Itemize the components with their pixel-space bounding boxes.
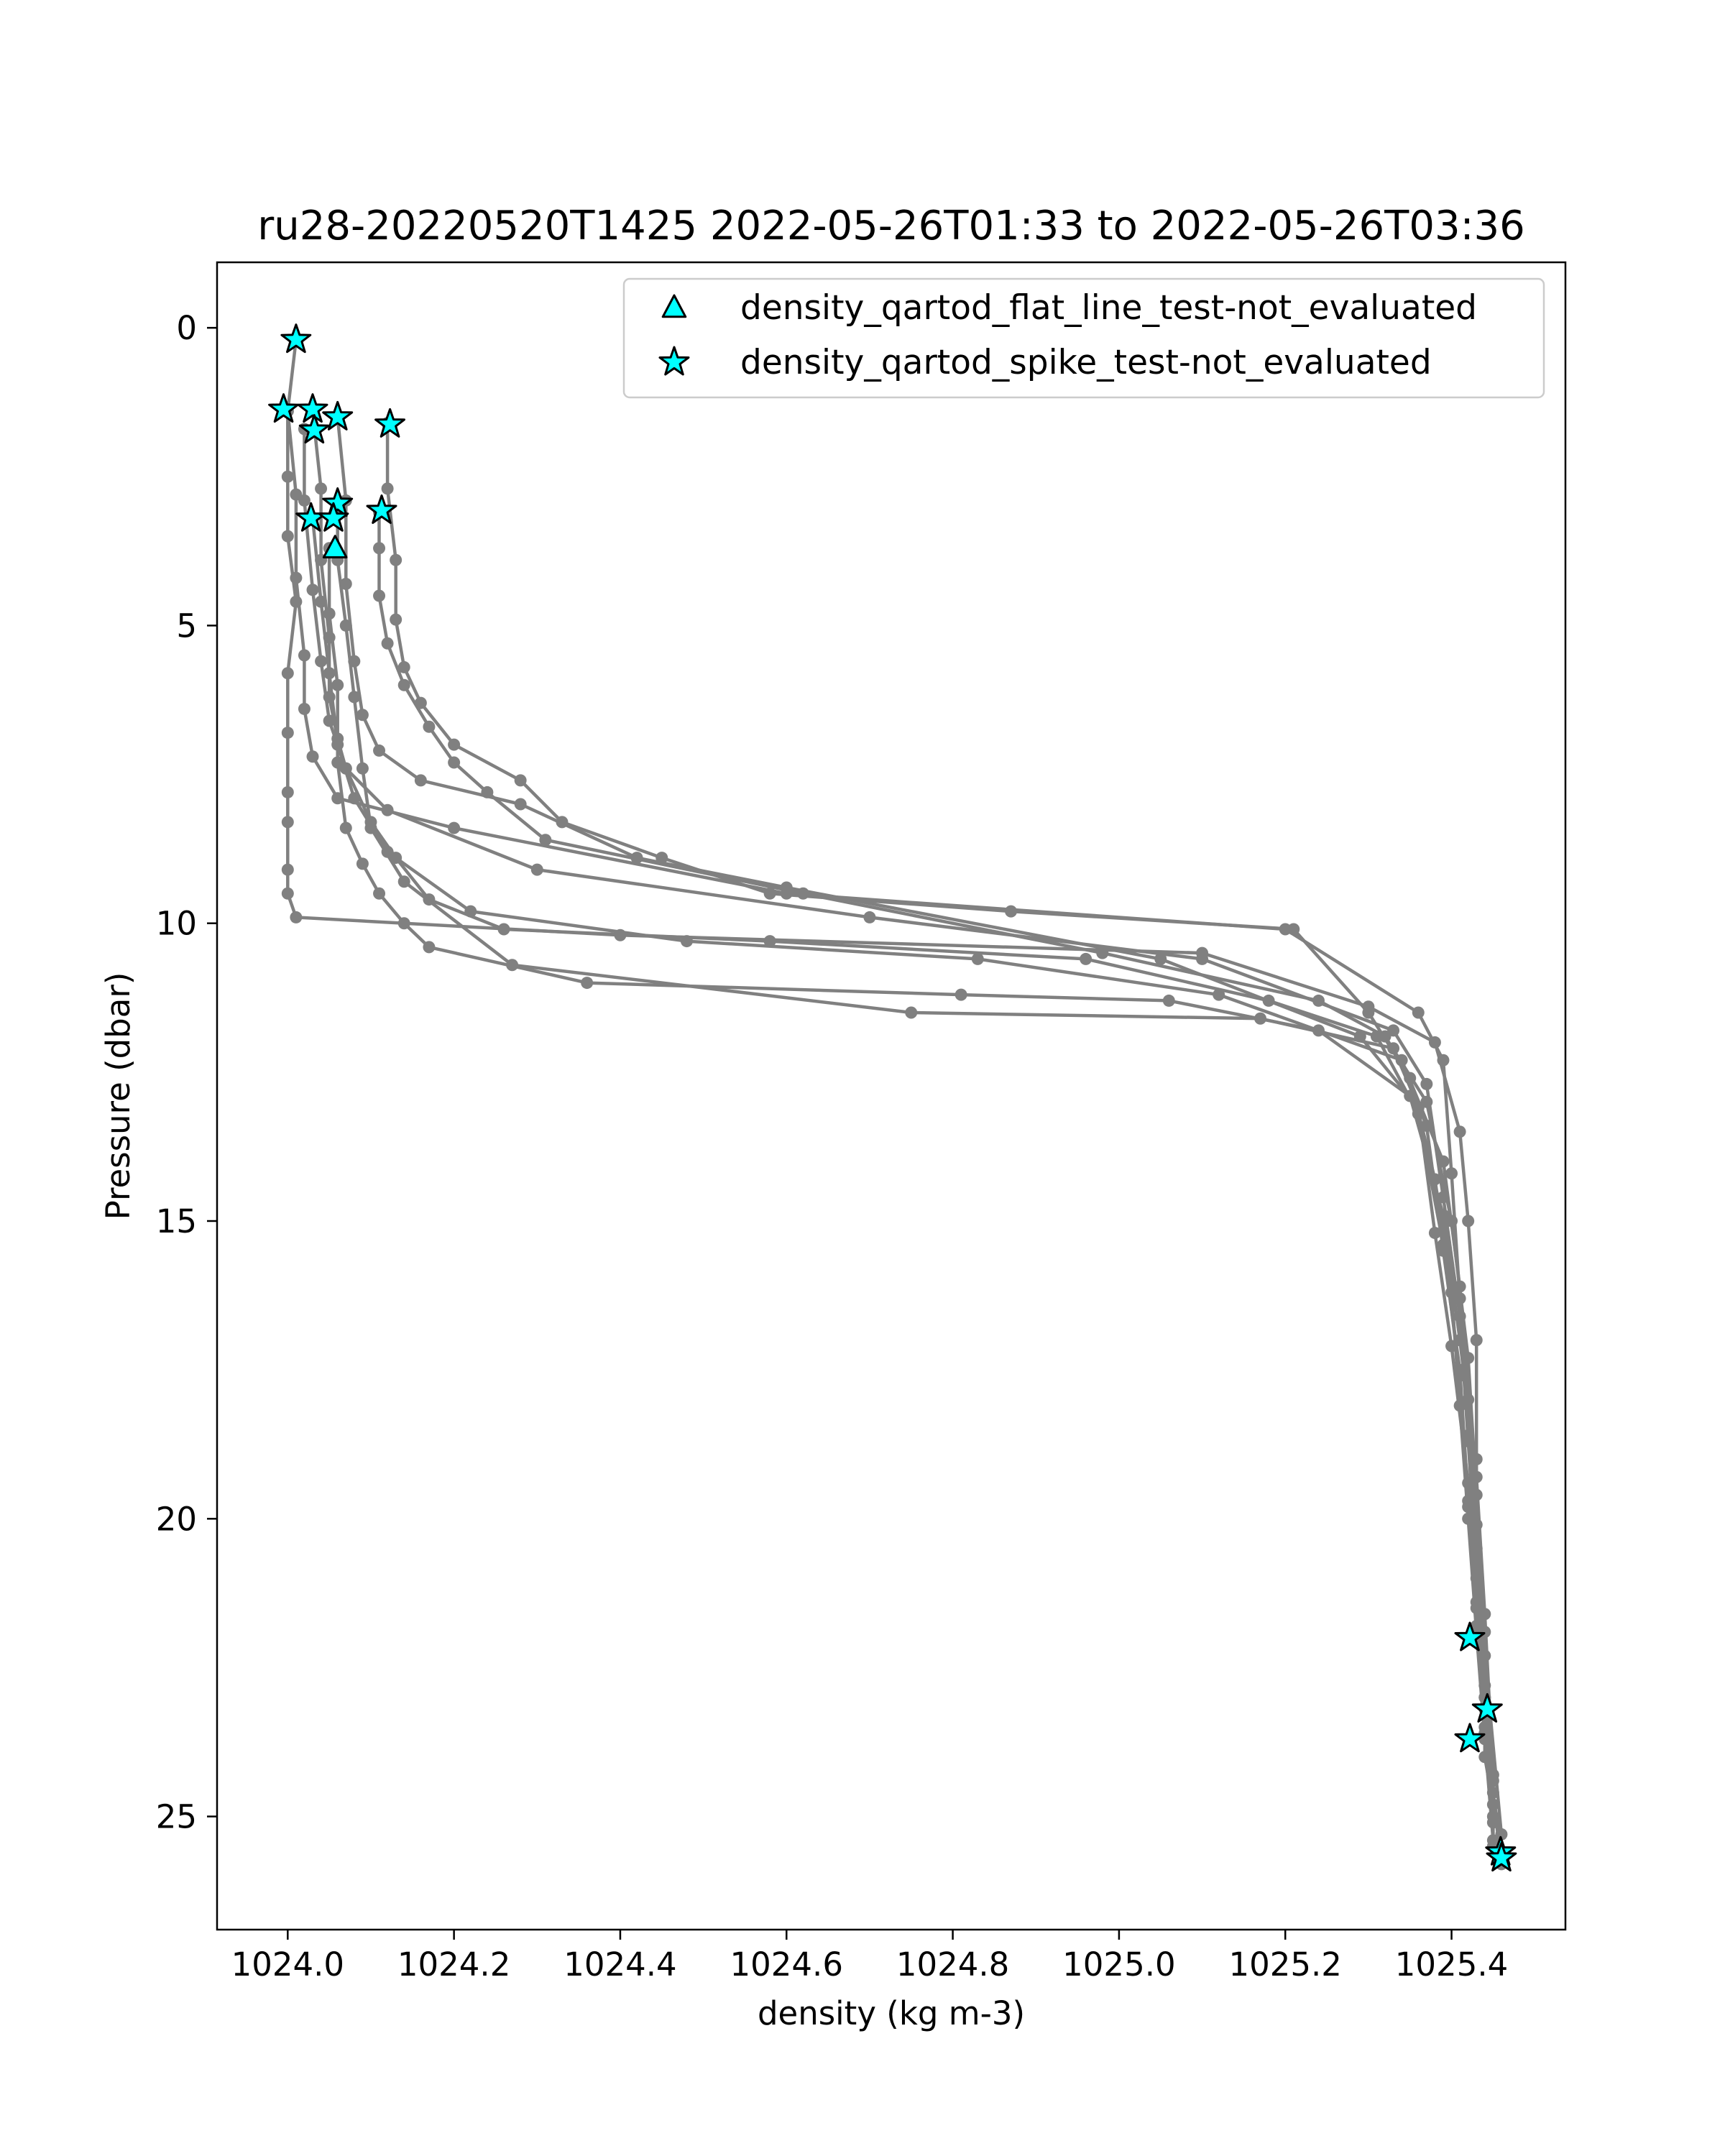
profile-point (398, 875, 410, 888)
profile-point (1437, 1239, 1449, 1251)
profile-point (340, 763, 352, 775)
legend-label: density_qartod_spike_test-not_evaluated (740, 343, 1432, 382)
x-tick-label: 1025.4 (1394, 1945, 1509, 1984)
profile-point (1471, 1334, 1483, 1346)
profile-point (423, 893, 435, 906)
profile-point (298, 494, 310, 507)
profile-point (390, 614, 402, 626)
profile-point (539, 834, 551, 846)
profile-1 (282, 333, 1508, 1864)
x-tick-label: 1024.0 (231, 1945, 345, 1984)
profile-line (329, 548, 1493, 1775)
spike-test-star-marker (270, 395, 298, 422)
x-tick-label: 1024.8 (896, 1945, 1010, 1984)
y-tick-label: 15 (155, 1202, 197, 1240)
profile-point (298, 703, 310, 715)
profile-point (356, 857, 369, 870)
profile-line (313, 411, 1493, 1823)
profile-line (380, 512, 1494, 1781)
profile-point (373, 542, 385, 554)
plot-frame (217, 262, 1565, 1930)
profile-point (282, 471, 294, 483)
profile-point (290, 572, 302, 584)
profile-point (340, 619, 352, 632)
profile-point (515, 774, 527, 786)
profile-line (288, 340, 1501, 1858)
chart-title: ru28-20220520T1425 2022-05-26T01:33 to 2022-05-26T03:36 (257, 203, 1525, 249)
profile-2 (282, 405, 1508, 1858)
profile-point (1471, 1471, 1483, 1483)
profile-point (1487, 1810, 1499, 1823)
profile-5 (382, 417, 1499, 1846)
y-tick-label: 25 (155, 1797, 197, 1836)
profile-line (338, 417, 1485, 1733)
profile-point (498, 923, 510, 936)
x-tick-label: 1024.4 (564, 1945, 677, 1984)
profile-point (315, 596, 327, 608)
profile-point (398, 917, 410, 929)
profile-point (307, 584, 319, 596)
profile-point (1454, 1370, 1466, 1382)
x-tick-label: 1025.0 (1062, 1945, 1176, 1984)
profile-point (373, 590, 385, 602)
profile-9 (323, 542, 1499, 1781)
profile-point (323, 715, 336, 727)
profile-point (1371, 1031, 1383, 1043)
profile-point (448, 822, 460, 834)
profile-point (1005, 906, 1017, 918)
profile-10 (298, 423, 1499, 1823)
profile-point (531, 864, 543, 876)
y-tick-label: 0 (176, 309, 197, 348)
profile-point (1445, 1167, 1458, 1179)
profile-point (1420, 1078, 1432, 1090)
profile-point (1412, 1007, 1425, 1019)
profile-point (382, 804, 394, 816)
x-tick-label: 1024.6 (730, 1945, 844, 1984)
y-tick-label: 20 (155, 1500, 197, 1539)
profile-point (307, 750, 319, 763)
profile-point (1471, 1602, 1483, 1614)
profile-point (764, 935, 776, 947)
profile-line (313, 518, 1501, 1834)
profile-line (288, 411, 1501, 1852)
profile-point (1080, 953, 1092, 965)
profile-point (373, 745, 385, 757)
profile-point (1420, 1096, 1432, 1108)
profile-point (373, 888, 385, 900)
profile-point (315, 655, 327, 668)
profile-3 (307, 405, 1499, 1829)
profile-point (448, 757, 460, 769)
profile-point (282, 864, 294, 876)
x-axis (231, 1930, 1509, 1984)
profile-point (905, 1007, 917, 1019)
x-axis-label: density (kg m-3) (757, 1994, 1026, 2032)
profile-point (282, 667, 294, 679)
profile-line (304, 429, 1493, 1817)
x-tick-label: 1024.2 (397, 1945, 511, 1984)
plot-area (270, 325, 1516, 1871)
profile-point (1312, 1024, 1325, 1036)
profile-8 (373, 507, 1499, 1787)
profile-point (315, 482, 327, 494)
profile-point (515, 798, 527, 811)
profile-point (1163, 995, 1175, 1007)
profile-point (290, 911, 302, 923)
profile-point (1462, 1501, 1474, 1513)
profile-point (282, 888, 294, 900)
profile-point (1196, 953, 1208, 965)
profile-point (423, 941, 435, 953)
profile-point (1287, 923, 1300, 936)
profile-point (1362, 1007, 1374, 1019)
profile-point (331, 679, 344, 691)
profile-point (764, 888, 776, 900)
profile-point (398, 679, 410, 691)
profile-point (282, 816, 294, 828)
profile-point (348, 691, 360, 703)
profile-point (481, 786, 493, 798)
profile-point (797, 888, 809, 900)
profile-point (1462, 1215, 1474, 1227)
profile-point (282, 727, 294, 739)
profile-point (581, 977, 593, 989)
profile-point (390, 852, 402, 864)
profile-point (382, 637, 394, 650)
profile-point (863, 911, 875, 923)
profile-point (323, 667, 336, 679)
profile-point (298, 649, 310, 661)
profile-point (282, 786, 294, 798)
x-tick-label: 1025.2 (1228, 1945, 1342, 1984)
y-axis-label: Pressure (dbar) (99, 972, 137, 1220)
profile-point (390, 554, 402, 566)
profile-point (1437, 1054, 1449, 1067)
profile-point (955, 989, 967, 1001)
profile-7 (331, 500, 1507, 1870)
profile-point (556, 816, 568, 828)
y-tick-label: 10 (155, 904, 197, 943)
spike-test-star-marker (376, 409, 405, 436)
profile-point (423, 721, 435, 733)
legend-label: density_qartod_flat_line_test-not_evaluated (740, 288, 1478, 328)
profile-point (382, 482, 394, 494)
star-series (270, 325, 1516, 1871)
profile-point (282, 530, 294, 543)
profile-point (356, 763, 369, 775)
profile-point (448, 739, 460, 751)
profile-6 (307, 512, 1508, 1841)
profile-line (387, 423, 1493, 1841)
legend (624, 279, 1544, 397)
profile-point (323, 607, 336, 619)
profile-point (415, 774, 427, 786)
profile-point (340, 822, 352, 834)
profile-point (364, 816, 377, 828)
profile-point (1312, 995, 1325, 1007)
profile-4 (331, 411, 1491, 1739)
profile-line (338, 507, 1501, 1864)
y-axis (156, 309, 217, 1835)
profile-point (1454, 1125, 1466, 1138)
profile-point (1263, 995, 1275, 1007)
y-tick-label: 5 (176, 607, 197, 645)
profile-point (1412, 1107, 1425, 1120)
profile-point (1096, 947, 1108, 959)
